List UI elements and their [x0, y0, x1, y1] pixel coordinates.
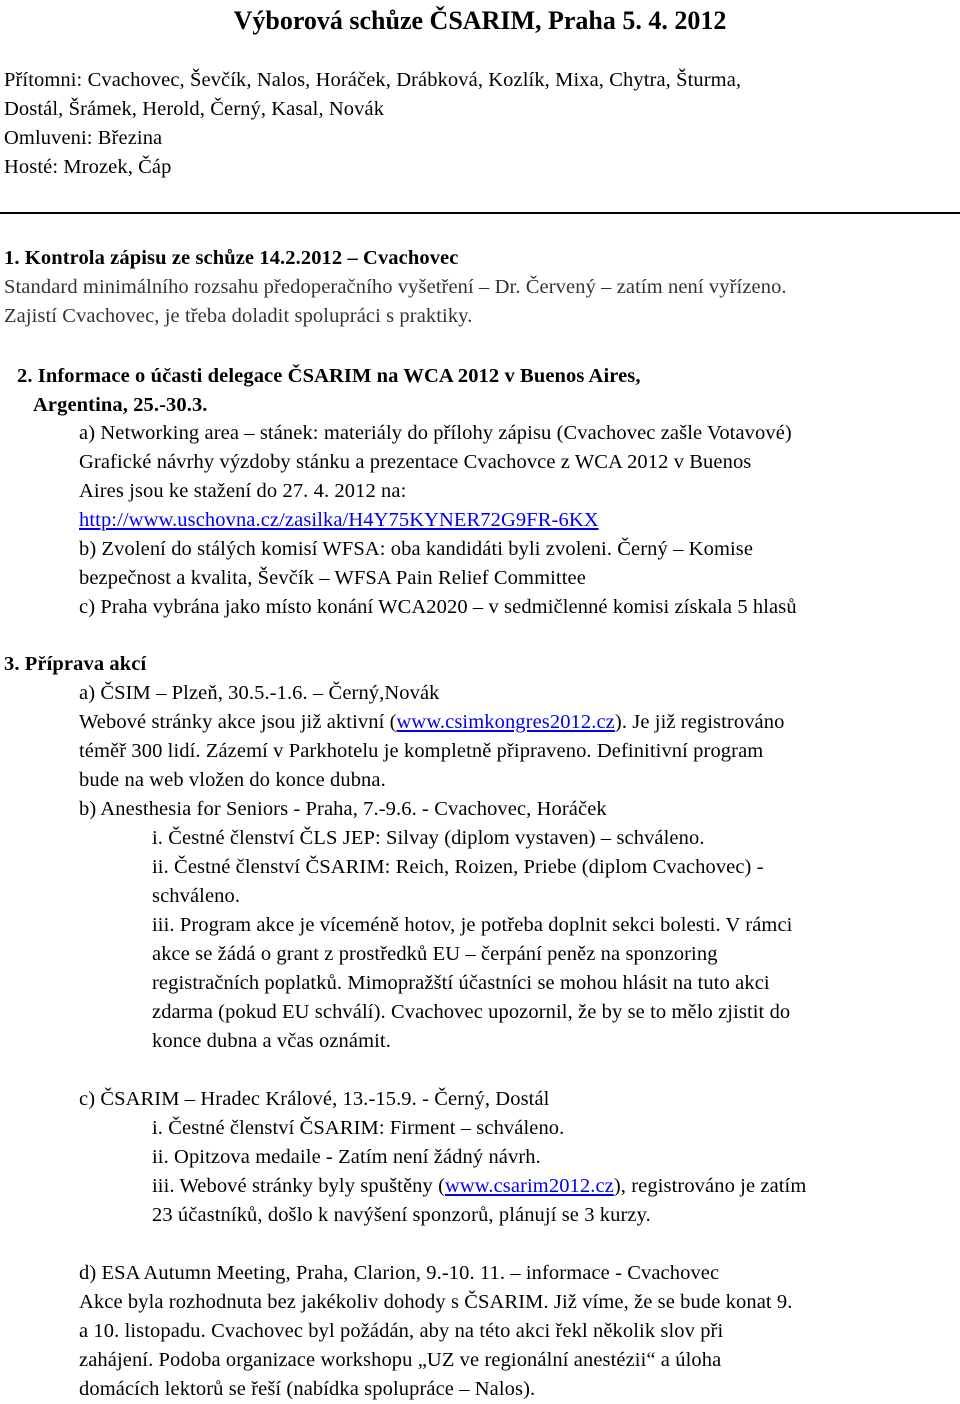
document-title: Výborová schůze ČSARIM, Praha 5. 4. 2012: [233, 6, 727, 35]
section-3-a-line-4: bude na web vložen do konce dubna.: [79, 769, 386, 791]
section-3-b-iii-line-1: iii. Program akce je víceméně hotov, je potřeba doplnit sekci bolesti. V rámci: [152, 914, 793, 936]
section-3-b-heading: b) Anesthesia for Seniors - Praha, 7.-9.6. - Cvachovec, Horáček: [79, 798, 607, 820]
section-3-b-i: i. Čestné členství ČLS JEP: Silvay (diplom vystaven) – schváleno.: [152, 827, 705, 849]
section-3-b-iii-line-2: akce se žádá o grant z prostředků EU – čerpání peněz na sponzoring: [152, 943, 718, 965]
section-2-a-link-line: [79, 506, 599, 535]
section-3-a-heading: a) ČSIM – Plzeň, 30.5.-1.6. – Černý,Novák: [79, 682, 440, 704]
section-1-line-1: Standard minimálního rozsahu předoperačního vyšetření – Dr. Červený – zatím není vyřízeno.: [4, 276, 787, 298]
section-3-b-ii-line-1: ii. Čestné členství ČSARIM: Reich, Roizen, Priebe (diplom Cvachovec) -: [152, 856, 764, 878]
section-3-a-text-post: ). Je již registrováno: [614, 711, 785, 733]
section-3-b-iii-line-5: konce dubna a včas oznámit.: [152, 1030, 391, 1052]
section-3-c-iii-line-1: [152, 1172, 806, 1201]
section-3-b-ii-line-2: schváleno.: [152, 885, 241, 907]
section-1-heading: 1. Kontrola zápisu ze schůze 14.2.2012 – Cvachovec: [4, 247, 459, 269]
section-2-heading-1: 2. Informace o účasti delegace ČSARIM na WCA 2012 v Buenos Aires,: [17, 365, 641, 387]
csimkongres-link[interactable]: www.csimkongres2012.cz: [396, 711, 615, 733]
present-line-1: Přítomni: Cvachovec, Ševčík, Nalos, Horáček, Drábková, Kozlík, Mixa, Chytra, Šturma,: [4, 69, 742, 91]
csarim2012-link[interactable]: www.csarim2012.cz: [445, 1175, 614, 1197]
section-3-d-line-1: Akce byla rozhodnuta bez jakékoliv dohody s ČSARIM. Již víme, že se bude konat 9.: [79, 1291, 793, 1313]
section-3-a-text-pre: Webové stránky akce jsou již aktivní (: [79, 711, 397, 733]
section-3-d-line-2: a 10. listopadu. Cvachovec byl požádán, aby na této akci řekl několik slov při: [79, 1320, 724, 1342]
section-3-d-line-4: domácích lektorů se řeší (nabídka spolupráce – Nalos).: [79, 1378, 536, 1400]
section-2-heading-2: Argentina, 25.-30.3.: [33, 394, 208, 416]
present-line-2: Dostál, Šrámek, Herold, Černý, Kasal, Novák: [4, 98, 385, 120]
section-3-b-iii-line-3: registračních poplatků. Mimopražští účastníci se mohou hlásit na tuto akci: [152, 972, 770, 994]
section-3-d-heading: d) ESA Autumn Meeting, Praha, Clarion, 9.-10. 11. – informace - Cvachovec: [79, 1262, 720, 1284]
uschovna-link[interactable]: http://www.uschovna.cz/zasilka/H4Y75KYNER72G9FR-6KX: [79, 509, 599, 531]
section-2-c-line-1: c) Praha vybrána jako místo konání WCA2020 – v sedmičlenné komisi získala 5 hlasů: [79, 596, 797, 618]
section-3-heading: 3. Příprava akcí: [4, 653, 147, 675]
section-3-c-ii: ii. Opitzova medaile - Zatím není žádný návrh.: [152, 1146, 541, 1168]
guests-line: Hosté: Mrozek, Čáp: [4, 156, 172, 178]
section-3-a-line-2: [79, 708, 784, 737]
section-2-a-line-1: a) Networking area – stánek: materiály do přílohy zápisu (Cvachovec zašle Votavové): [79, 422, 792, 444]
section-2-a-line-3: Aires jsou ke stažení do 27. 4. 2012 na:: [79, 480, 407, 502]
section-3-c-heading: c) ČSARIM – Hradec Králové, 13.-15.9. - Černý, Dostál: [79, 1088, 550, 1110]
section-2-b-line-1: b) Zvolení do stálých komisí WFSA: oba kandidáti byli zvoleni. Černý – Komise: [79, 538, 754, 560]
section-3-c-iii-line-2: 23 účastníků, došlo k navýšení sponzorů, plánují se 3 kurzy.: [152, 1204, 651, 1226]
section-3-c-text-post: ), registrováno je zatím: [613, 1175, 807, 1197]
section-3-c-i: i. Čestné členství ČSARIM: Firment – schváleno.: [152, 1117, 565, 1139]
section-3-a-line-3: téměř 300 lidí. Zázemí v Parkhotelu je kompletně připraveno. Definitivní program: [79, 740, 764, 762]
section-2-b-line-2: bezpečnost a kvalita, Ševčík – WFSA Pain Relief Committee: [79, 567, 586, 589]
excused-line: Omluveni: Březina: [4, 127, 163, 149]
section-3-b-iii-line-4: zdarma (pokud EU schválí). Cvachovec upozornil, že by se to mělo zjistit do: [152, 1001, 791, 1023]
section-1-line-2: Zajistí Cvachovec, je třeba doladit spolupráci s praktiky.: [4, 305, 473, 327]
section-3-d-line-3: zahájení. Podoba organizace workshopu „UZ ve regionální anestézii“ a úloha: [79, 1349, 722, 1371]
section-2-a-line-2: Grafické návrhy výzdoby stánku a prezentace Cvachovce z WCA 2012 v Buenos: [79, 451, 752, 473]
section-3-c-text-pre: iii. Webové stránky byly spuštěny (: [152, 1175, 445, 1197]
horizontal-rule: [0, 212, 960, 214]
